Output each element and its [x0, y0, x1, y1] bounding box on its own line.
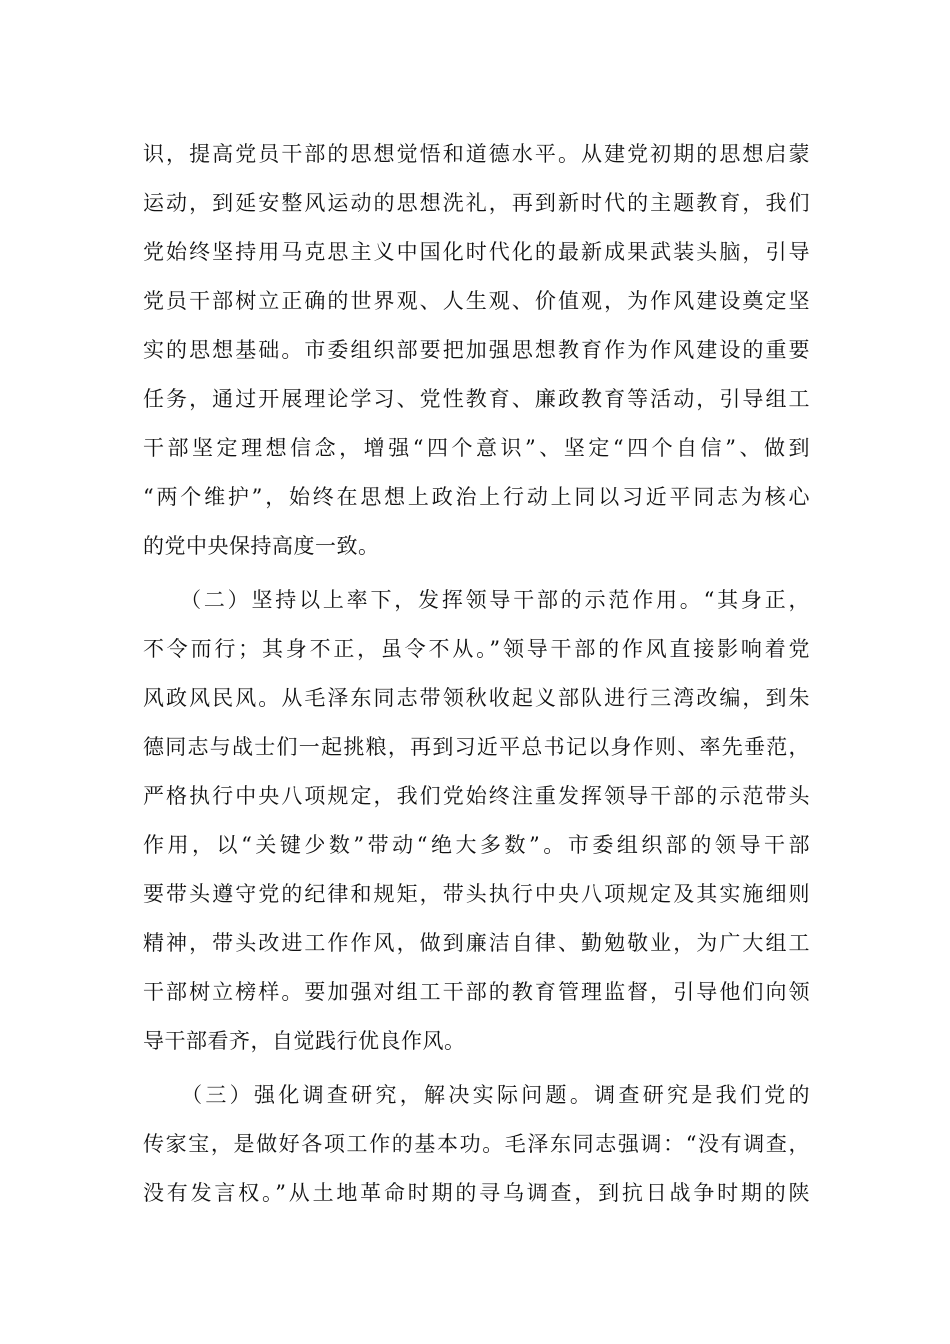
text-line: 任务，通过开展理论学习、党性教育、廉政教育等活动，引导组工	[143, 387, 810, 411]
text-line: 传家宝，是做好各项工作的基本功。毛泽东同志强调：“没有调查，	[143, 1132, 810, 1156]
text-line: 严格执行中央八项规定，我们党始终注重发挥领导干部的示范带头	[143, 784, 810, 808]
text-line: 风政风民风。从毛泽东同志带领秋收起义部队进行三湾改编，到朱	[143, 686, 810, 710]
section-heading-line: （三）强化调查研究，解决实际问题。调查研究是我们党的	[143, 1083, 810, 1107]
section-heading-line: （二）坚持以上率下，发挥领导干部的示范作用。“其身正，	[143, 588, 810, 612]
text-line: 的党中央保持高度一致。	[143, 534, 380, 558]
text-line: 要带头遵守党的纪律和规矩，带头执行中央八项规定及其实施细则	[143, 882, 810, 906]
text-line: 运动，到延安整风运动的思想洗礼，再到新时代的主题教育，我们	[143, 191, 810, 215]
paragraph-ideological-education	[143, 130, 810, 571]
text-line: 党员干部树立正确的世界观、人生观、价值观，为作风建设奠定坚	[143, 289, 810, 313]
text-line: 干部树立榜样。要加强对组工干部的教育管理监督，引导他们向领	[143, 980, 810, 1004]
text-line: 党始终坚持用马克思主义中国化时代化的最新成果武装头脑，引导	[143, 240, 810, 264]
text-line: 精神，带头改进工作作风，做到廉洁自律、勤勉敬业，为广大组工	[143, 931, 810, 955]
text-line: 干部坚定理想信念，增强“四个意识”、坚定“四个自信”、做到	[143, 436, 810, 460]
document-body	[143, 130, 810, 1218]
text-line: 识，提高党员干部的思想觉悟和道德水平。从建党初期的思想启蒙	[143, 142, 810, 166]
text-line: 导干部看齐，自觉践行优良作风。	[143, 1029, 466, 1053]
text-line: 德同志与战士们一起挑粮，再到习近平总书记以身作则、率先垂范，	[143, 735, 810, 759]
paragraph-investigation-research	[143, 1071, 810, 1218]
text-line: 不令而行；其身不正，虽令不从。”领导干部的作风直接影响着党	[143, 637, 810, 661]
text-line: 实的思想基础。市委组织部要把加强思想教育作为作风建设的重要	[143, 338, 810, 362]
text-line: 没有发言权。”从土地革命时期的寻乌调查，到抗日战争时期的陕	[143, 1181, 810, 1205]
text-line: “两个维护”，始终在思想上政治上行动上同以习近平同志为核心	[143, 485, 810, 509]
paragraph-leading-by-example	[143, 576, 810, 1066]
text-line: 作用，以“关键少数”带动“绝大多数”。市委组织部的领导干部	[143, 833, 810, 857]
